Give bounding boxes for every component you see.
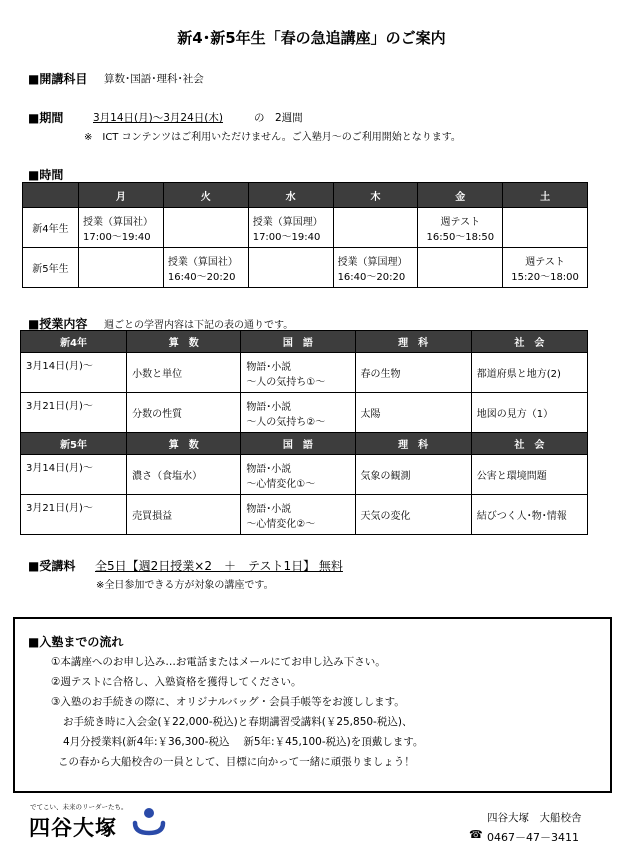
page-title: 新4･新5年生「春の急追講座」のご案内 — [177, 29, 446, 47]
lesson-social: 都道府県と地方(2) — [471, 353, 587, 393]
week-label: 3月21日(月)～ — [21, 495, 127, 535]
lesson-science: 春の生物 — [355, 353, 471, 393]
fee-heading: ■受講料 — [28, 559, 76, 573]
flow-line-1: ①本講座へのお申し込み…お電話またはメールにてお申し込み下さい。 — [51, 656, 386, 668]
schedule-cell-title: 授業（算国理） — [252, 216, 323, 228]
lesson-social: 地図の見方（1） — [471, 393, 587, 433]
lesson-social: 公害と環境問題 — [471, 455, 587, 495]
schedule-heading: ■時間 — [28, 168, 64, 182]
flow-box — [13, 617, 612, 793]
day-header: 金 — [418, 183, 503, 208]
schedule-cell-title: 授業（算国社） — [167, 256, 238, 268]
lesson-math: 売買損益 — [127, 495, 241, 535]
phone-icon: ☎ — [469, 828, 483, 841]
schedule-cell-time: 17:00～19:40 — [82, 231, 151, 243]
fee-note: ※全日参加できる方が対象の講座です。 — [96, 580, 274, 591]
schedule-cell-title: 授業（算国理） — [337, 256, 408, 268]
lesson-jp-line1: 物語･小説 — [246, 401, 292, 413]
schedule-cell-title: 週テスト — [525, 256, 565, 268]
lesson-jp-line2: ～心情変化①～ — [246, 478, 316, 490]
lesson-science: 太陽 — [355, 393, 471, 433]
subject-header: 理 科 — [355, 433, 471, 455]
phone-number: 0467－47－3411 — [487, 831, 579, 844]
subject-header: 国 語 — [241, 331, 355, 353]
lesson-science: 天気の変化 — [355, 495, 471, 535]
flow-heading: ■入塾までの流れ — [28, 635, 124, 649]
subject-header: 算 数 — [127, 433, 241, 455]
lesson-math: 分数の性質 — [127, 393, 241, 433]
lesson-jp-line2: ～人の気持ち②～ — [246, 416, 326, 428]
day-header: 木 — [333, 183, 418, 208]
lesson-jp-line1: 物語･小説 — [246, 463, 292, 475]
week-label: 3月14日(月)～ — [21, 455, 127, 495]
lesson-jp-line1: 物語･小説 — [246, 361, 292, 373]
subjects-heading: ■開講科目 — [28, 72, 88, 86]
schedule-table — [22, 182, 588, 288]
schedule-corner — [23, 183, 79, 208]
subject-header: 理 科 — [355, 331, 471, 353]
lessons-heading: ■授業内容 — [28, 317, 88, 331]
subject-header: 国 語 — [241, 433, 355, 455]
flow-line-4: お手続き時に入会金(￥22,000-税込)と春期講習受講料(￥25,850-税込)、 — [63, 716, 413, 728]
grade-header: 新4年 — [21, 331, 127, 353]
period-note: ※ ICT コンテンツはご利用いただけません。ご入塾月～のご利用開始となります。 — [84, 132, 461, 143]
schedule-cell-time: 15:20～18:00 — [511, 271, 579, 283]
period-dates: 3月14日(月)～3月24日(木) — [93, 112, 223, 124]
logo-tagline: でてこい、未来のリーダーたち。 — [30, 803, 128, 811]
schedule-cell-time: 16:50～18:50 — [426, 231, 495, 243]
day-header: 土 — [503, 183, 588, 208]
subject-header: 社 会 — [471, 433, 587, 455]
period-duration: の 2週間 — [254, 112, 303, 124]
lesson-science: 気象の観測 — [355, 455, 471, 495]
fee-text: 全5日【週2日授業×2 ＋ テスト1日】 無料 — [95, 559, 343, 573]
flow-line-3: ③入塾のお手続きの際に、オリジナルバッグ・会員手帳等をお渡しします。 — [51, 696, 405, 708]
lessons-subheading: 週ごとの学習内容は下記の表の通りです。 — [104, 320, 294, 331]
lesson-jp-line1: 物語･小説 — [246, 503, 292, 515]
week-label: 3月21日(月)～ — [21, 393, 127, 433]
school-name: 四谷大塚 大船校舎 — [487, 812, 582, 824]
schedule-cell-time: 17:00～19:40 — [252, 231, 321, 243]
schedule-cell-title: 授業（算国社） — [82, 216, 153, 228]
grade-header: 新5年 — [21, 433, 127, 455]
logo-text: 四谷大塚 — [29, 816, 117, 840]
flow-line-2: ②週テストに合格し、入塾資格を獲得してください。 — [51, 676, 302, 688]
grade-label: 新5年生 — [23, 248, 79, 288]
logo-mark-icon — [132, 806, 166, 836]
schedule-cell-time: 16:40～20:20 — [167, 271, 236, 283]
schedule-cell-title: 週テスト — [440, 216, 481, 228]
day-header: 月 — [78, 183, 163, 208]
flow-line-5: 4月分授業料(新4年:￥36,300-税込 新5年:￥45,100-税込)を頂戴します。 — [63, 736, 424, 748]
lesson-math: 濃さ（食塩水） — [127, 455, 241, 495]
schedule-cell-time: 16:40～20:20 — [337, 271, 406, 283]
day-header: 火 — [163, 183, 248, 208]
lesson-jp-line2: ～人の気持ち①～ — [246, 376, 326, 388]
lesson-social: 結びつく人･物･情報 — [471, 495, 587, 535]
lessons-table — [20, 330, 588, 535]
period-heading: ■期間 — [28, 111, 64, 125]
subjects-text: 算数･国語･理科･社会 — [104, 73, 204, 85]
subject-header: 算 数 — [127, 331, 241, 353]
lesson-math: 小数と単位 — [127, 353, 241, 393]
day-header: 水 — [248, 183, 333, 208]
flow-line-6: この春から大船校舎の一員として、目標に向かって一緒に頑張りましょう！ — [58, 756, 415, 768]
subject-header: 社 会 — [471, 331, 587, 353]
grade-label: 新4年生 — [23, 208, 79, 248]
lesson-jp-line2: ～心情変化②～ — [246, 518, 316, 530]
week-label: 3月14日(月)～ — [21, 353, 127, 393]
